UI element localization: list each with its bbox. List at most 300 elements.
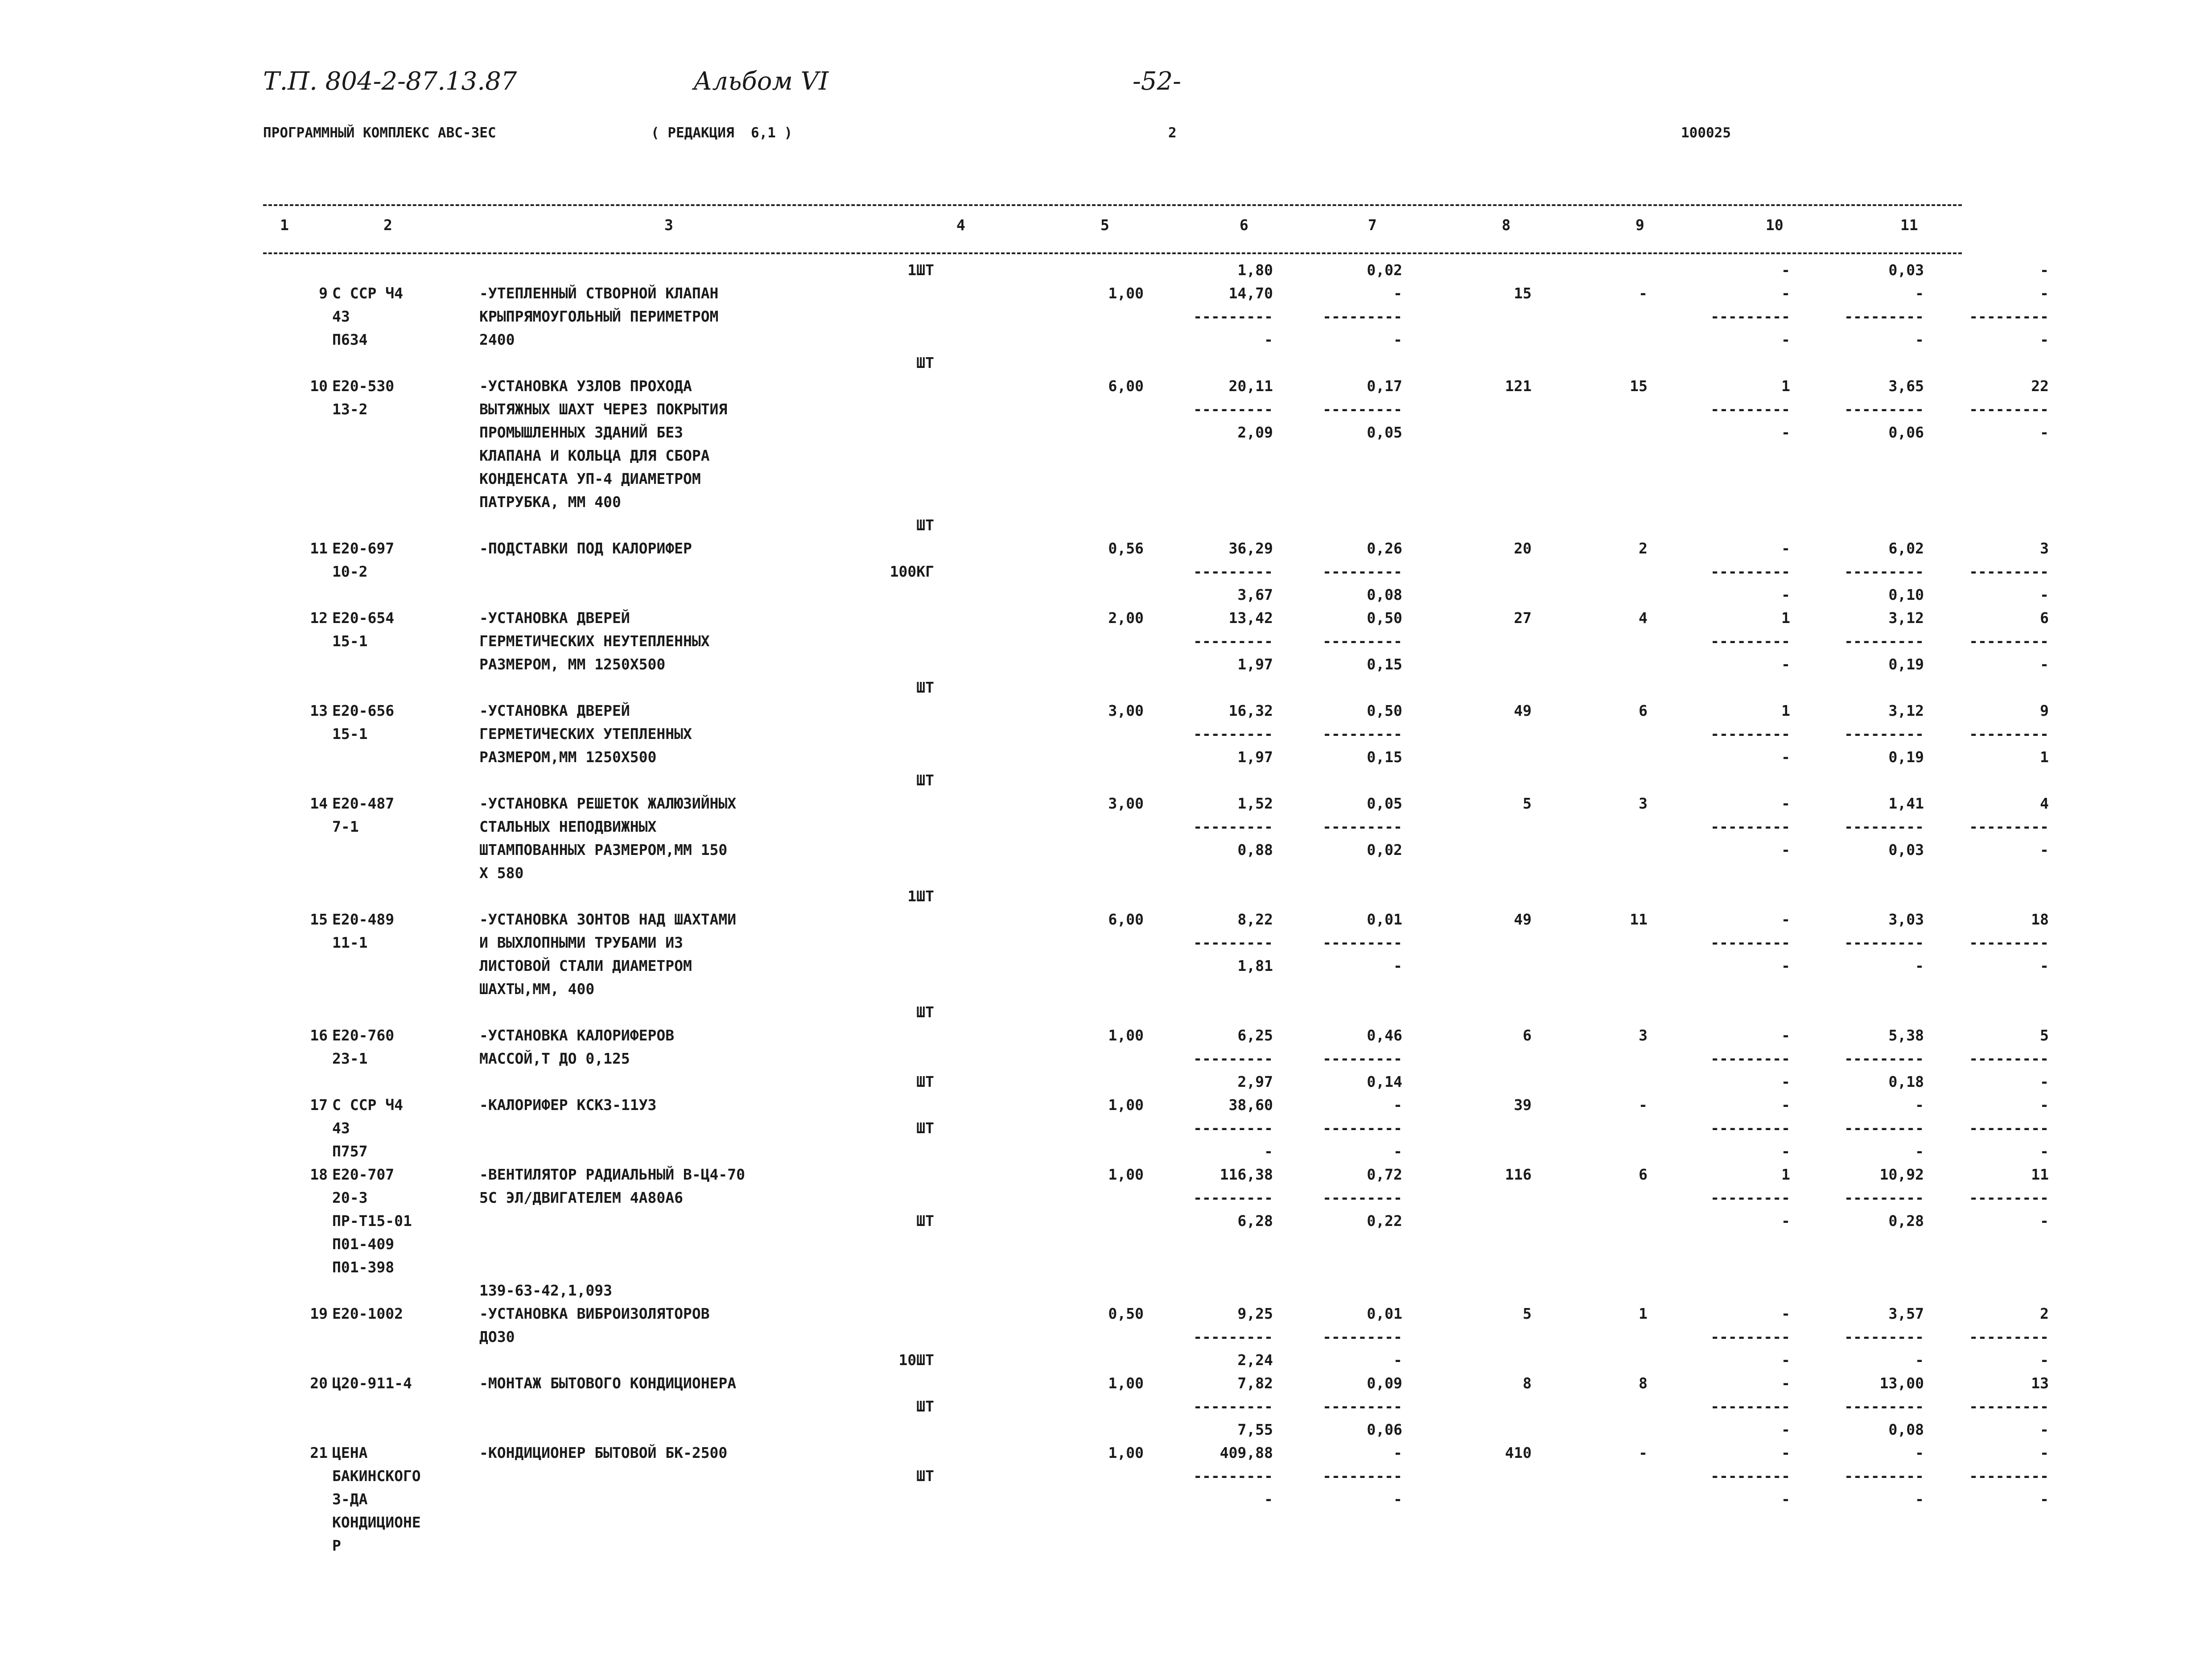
col11-cell <box>1924 282 2049 375</box>
col10-text: 1,41 --------- 0,03 <box>1844 795 1924 858</box>
col8-cell <box>1532 607 1648 699</box>
code-text: С ССР Ч4 43 П757 <box>332 1096 403 1160</box>
header-bottom-dashed-rule <box>263 252 1962 254</box>
col7-text: 410 <box>1505 1444 1532 1461</box>
col6-cell <box>1273 607 1402 699</box>
row-number-cell <box>263 537 332 607</box>
row-number-text: 21 <box>310 1444 328 1461</box>
col9-text: 1 --------- - <box>1710 377 1790 441</box>
column-header-8: 8 <box>1502 216 1511 234</box>
col9-text: - --------- - <box>1710 1444 1790 1508</box>
code-text: ЦЕНА БАКИНСКОГО З-ДА КОНДИЦИОНЕ Р <box>332 1444 421 1554</box>
description-cell <box>479 259 1014 282</box>
col6-cell <box>1273 1094 1402 1163</box>
col8-cell <box>1532 537 1648 607</box>
col6-cell <box>1273 1279 1402 1302</box>
code-cell <box>332 607 479 699</box>
description-text: -ПОДСТАВКИ ПОД КАЛОРИФЕР <box>479 540 692 557</box>
col5-cell <box>1144 699 1273 792</box>
header-code: 100025 <box>1681 125 1731 141</box>
table-row <box>263 1024 2049 1094</box>
col4-cell <box>1014 699 1144 792</box>
col9-cell <box>1648 1024 1790 1094</box>
description-cell <box>479 1372 1014 1441</box>
col11-text: - --------- - <box>1969 1444 2049 1508</box>
code-cell <box>332 375 479 537</box>
col8-cell <box>1532 699 1648 792</box>
col8-text: 6 <box>1639 1166 1648 1183</box>
table-row <box>263 537 2049 607</box>
table-row <box>263 375 2049 537</box>
col9-text: - --------- - <box>1710 1027 1790 1090</box>
table-row <box>263 1302 2049 1372</box>
col11-text: 11 --------- - <box>1969 1166 2049 1230</box>
col6-text: 0,50 --------- 0,15 <box>1322 702 1402 766</box>
description-text: -УСТАНОВКА УЗЛОВ ПРОХОДА ВЫТЯЖНЫХ ШАХТ ЧЕРЕЗ ПОКРЫТИЯ ПРОМЫШЛЕННЫХ ЗДАНИЙ БЕЗ КЛАПАНА И КОЛЬЦА ДЛЯ СБОРА КОНДЕНСАТА УП-4 ДИАМЕТРОМ ПАТРУБКА, ММ 400 <box>479 377 728 511</box>
col10-cell <box>1790 607 1924 699</box>
col4-text: 1,00 <box>1108 1374 1144 1392</box>
col5-cell <box>1144 1372 1273 1441</box>
col9-cell <box>1648 1094 1790 1163</box>
col10-text: 3,57 --------- - <box>1844 1305 1924 1369</box>
row-number-cell <box>263 607 332 699</box>
col8-text: 6 <box>1639 702 1648 719</box>
col4-text: 1,00 <box>1108 1027 1144 1044</box>
col7-text: 8 <box>1523 1374 1532 1392</box>
code-text: Ц20-911-4 <box>332 1374 412 1392</box>
row-number-text: 16 <box>310 1027 328 1044</box>
col7-cell <box>1402 375 1532 537</box>
col11-cell <box>1924 607 2049 699</box>
row-number-text: 15 <box>310 911 328 928</box>
col7-cell <box>1402 1302 1532 1372</box>
col7-cell <box>1402 1441 1532 1557</box>
col7-cell <box>1402 699 1532 792</box>
description-cell <box>479 1024 1014 1094</box>
row-number-cell <box>263 1302 332 1372</box>
row-number-text: 13 <box>310 702 328 719</box>
col11-text: 22 --------- - <box>1969 377 2049 441</box>
col5-text: 9,25 --------- 2,24 <box>1193 1305 1273 1369</box>
table-row <box>263 1372 2049 1441</box>
col10-cell <box>1790 1024 1924 1094</box>
col10-cell <box>1790 1302 1924 1372</box>
col10-text: - --------- - <box>1844 1096 1924 1160</box>
col7-cell <box>1402 1279 1532 1302</box>
col4-cell <box>1014 537 1144 607</box>
unit-text: 100КГ <box>890 563 934 580</box>
estimate-table <box>263 259 2049 1557</box>
code-cell <box>332 1372 479 1441</box>
col11-text: - --------- - <box>1969 285 2049 348</box>
col9-cell <box>1648 375 1790 537</box>
code-text: Е20-487 7-1 <box>332 795 395 835</box>
col5-text: 7,82 --------- 7,55 <box>1193 1374 1273 1438</box>
description-cell <box>479 1279 1014 1302</box>
description-text: -УСТАНОВКА ЗОНТОВ НАД ШАХТАМИ И ВЫХЛОПНЫМИ ТРУБАМИ ИЗ ЛИСТОВОЙ СТАЛИ ДИАМЕТРОМ ШАХТЫ,ММ, 400 <box>479 911 737 998</box>
col6-text: - --------- - <box>1322 285 1402 348</box>
unit-text: ШТ <box>916 516 934 534</box>
col5-cell <box>1144 375 1273 537</box>
col5-cell <box>1144 1024 1273 1094</box>
header-number: 2 <box>1168 125 1177 141</box>
table-row <box>263 699 2049 792</box>
col7-cell <box>1402 908 1532 1024</box>
col4-cell <box>1014 1024 1144 1094</box>
description-cell <box>479 1094 1014 1163</box>
handwritten-page-number: -52- <box>1133 67 1182 96</box>
row-number-cell <box>263 1372 332 1441</box>
col11-cell <box>1924 1441 2049 1557</box>
row-number-cell <box>263 792 332 908</box>
col6-text: 0,02 <box>1367 261 1402 279</box>
col8-text: 15 <box>1630 377 1648 395</box>
col10-cell <box>1790 259 1924 282</box>
col5-cell <box>1144 1094 1273 1163</box>
col11-cell <box>1924 537 2049 607</box>
code-text: Е20-760 23-1 <box>332 1027 395 1067</box>
col10-text: 0,03 <box>1888 261 1924 279</box>
description-text: -УСТАНОВКА ВИБРОИЗОЛЯТОРОВ ДО30 <box>479 1305 710 1345</box>
column-header-5: 5 <box>1100 216 1109 234</box>
description-cell <box>479 375 1014 537</box>
top-dashed-rule <box>263 204 1962 206</box>
row-number-text: 11 <box>310 540 328 557</box>
col7-text: 20 <box>1514 540 1532 557</box>
col5-text: 6,25 --------- 2,97 <box>1193 1027 1273 1090</box>
code-cell <box>332 1163 479 1279</box>
col9-cell <box>1648 259 1790 282</box>
col4-cell <box>1014 1094 1144 1163</box>
col6-cell <box>1273 282 1402 375</box>
col10-text: 5,38 --------- 0,18 <box>1844 1027 1924 1090</box>
col4-cell <box>1014 1163 1144 1279</box>
description-text: 139-63-42,1,093 <box>479 1282 613 1299</box>
col5-text: 8,22 --------- 1,81 <box>1193 911 1273 974</box>
col4-cell <box>1014 1441 1144 1557</box>
col9-text: - --------- - <box>1710 1374 1790 1438</box>
table-row <box>263 282 2049 375</box>
unit-text: ШТ <box>916 1073 934 1090</box>
unit-text: 10ШТ <box>898 1351 934 1369</box>
col11-cell <box>1924 1302 2049 1372</box>
unit-text: 1ШТ <box>907 261 934 279</box>
col4-text: 6,00 <box>1108 911 1144 928</box>
column-header-7: 7 <box>1368 216 1377 234</box>
col6-cell <box>1273 1441 1402 1557</box>
row-number-cell <box>263 1441 332 1557</box>
col7-text: 49 <box>1514 911 1532 928</box>
col7-text: 116 <box>1505 1166 1532 1183</box>
col10-cell <box>1790 282 1924 375</box>
row-number-text: 18 <box>310 1166 328 1183</box>
col9-text: - --------- - <box>1710 285 1790 348</box>
col5-cell <box>1144 1441 1273 1557</box>
col9-cell <box>1648 537 1790 607</box>
col4-text: 1,00 <box>1108 1166 1144 1183</box>
column-header-11: 11 <box>1900 216 1918 234</box>
col10-text: 10,92 --------- 0,28 <box>1844 1166 1924 1230</box>
col8-cell <box>1532 1441 1648 1557</box>
col6-text: 0,50 --------- 0,15 <box>1322 609 1402 673</box>
code-text: Е20-707 20-3 ПР-Т15-01 П01-409 П01-398 <box>332 1166 412 1276</box>
col11-cell <box>1924 1279 2049 1302</box>
table-row <box>263 1094 2049 1163</box>
col4-cell <box>1014 259 1144 282</box>
column-header-3: 3 <box>664 216 673 234</box>
col5-text: 20,11 --------- 2,09 <box>1193 377 1273 441</box>
col5-cell <box>1144 537 1273 607</box>
col11-cell <box>1924 1024 2049 1094</box>
unit-text: ШТ <box>916 772 934 789</box>
col8-text: 11 <box>1630 911 1648 928</box>
col7-cell <box>1402 537 1532 607</box>
col8-cell <box>1532 259 1648 282</box>
column-header-9: 9 <box>1635 216 1644 234</box>
col6-cell <box>1273 1024 1402 1094</box>
col10-cell <box>1790 699 1924 792</box>
col10-cell <box>1790 1094 1924 1163</box>
col6-text: 0,46 --------- 0,14 <box>1322 1027 1402 1090</box>
unit-text: ШТ <box>916 1212 934 1230</box>
col10-text: - --------- - <box>1844 1444 1924 1508</box>
table-row <box>263 1441 2049 1557</box>
col4-text: 1,00 <box>1108 1444 1144 1461</box>
col6-text: 0,17 --------- 0,05 <box>1322 377 1402 441</box>
description-text: -КАЛОРИФЕР КСКЗ-11УЗ <box>479 1096 657 1114</box>
description-text: -УСТАНОВКА ДВЕРЕЙ ГЕРМЕТИЧЕСКИХ НЕУТЕПЛЕННЫХ РАЗМЕРОМ, ММ 1250Х500 <box>479 609 710 673</box>
col9-cell <box>1648 1441 1790 1557</box>
unit-text: ШТ <box>916 1467 934 1485</box>
code-text: Е20-697 10-2 <box>332 540 395 580</box>
table-row <box>263 792 2049 908</box>
col6-text: 0,26 --------- 0,08 <box>1322 540 1402 603</box>
col9-text: - --------- - <box>1710 795 1790 858</box>
row-number-text: 14 <box>310 795 328 812</box>
col9-text: - --------- - <box>1710 540 1790 603</box>
col5-text: 116,38 --------- 6,28 <box>1193 1166 1273 1230</box>
col7-cell <box>1402 607 1532 699</box>
col8-text: 8 <box>1639 1374 1648 1392</box>
col7-text: 15 <box>1514 285 1532 302</box>
col8-cell <box>1532 1094 1648 1163</box>
col9-text: 1 --------- - <box>1710 1166 1790 1230</box>
row-number-text: 17 <box>310 1096 328 1114</box>
col11-cell <box>1924 259 2049 282</box>
column-header-10: 10 <box>1766 216 1784 234</box>
col10-text: 3,12 --------- 0,19 <box>1844 609 1924 673</box>
col7-text: 6 <box>1523 1027 1532 1044</box>
description-text: -УТЕПЛЕННЫЙ СТВОРНОЙ КЛАПАН КРЫПРЯМОУГОЛЬНЫЙ ПЕРИМЕТРОМ 2400 <box>479 285 719 348</box>
col10-cell <box>1790 1163 1924 1279</box>
col5-cell <box>1144 282 1273 375</box>
col5-cell <box>1144 607 1273 699</box>
unit-text: ШТ <box>916 1003 934 1021</box>
col10-text: 3,03 --------- - <box>1844 911 1924 974</box>
col6-text: 0,01 --------- - <box>1322 1305 1402 1369</box>
code-cell <box>332 537 479 607</box>
col10-text: 6,02 --------- 0,10 <box>1844 540 1924 603</box>
col10-text: 3,65 --------- 0,06 <box>1844 377 1924 441</box>
col6-cell <box>1273 908 1402 1024</box>
description-cell <box>479 1441 1014 1557</box>
column-header-1: 1 <box>280 216 289 234</box>
col11-text: 6 --------- - <box>1969 609 2049 673</box>
col4-text: 0,50 <box>1108 1305 1144 1322</box>
description-cell <box>479 537 1014 607</box>
col8-cell <box>1532 282 1648 375</box>
code-text: Е20-530 13-2 <box>332 377 395 418</box>
unit-text: ШТ <box>916 1398 934 1415</box>
handwritten-album-label: Альбом VI <box>693 67 829 96</box>
row-number-text: 12 <box>310 609 328 627</box>
code-cell <box>332 699 479 792</box>
table-row <box>263 1279 2049 1302</box>
col5-cell <box>1144 1302 1273 1372</box>
col11-text: - <box>2040 261 2049 279</box>
col6-cell <box>1273 699 1402 792</box>
col5-text: 16,32 --------- 1,97 <box>1193 702 1273 766</box>
col8-text: - <box>1639 1096 1648 1114</box>
column-header-2: 2 <box>383 216 392 234</box>
unit-text: ШТ <box>916 1119 934 1137</box>
col7-text: 5 <box>1523 1305 1532 1322</box>
col9-text: - --------- - <box>1710 911 1790 974</box>
table-row <box>263 259 2049 282</box>
col11-text: 9 --------- 1 <box>1969 702 2049 766</box>
code-text: Е20-656 15-1 <box>332 702 395 743</box>
col9-text: 1 --------- - <box>1710 609 1790 673</box>
col4-cell <box>1014 1279 1144 1302</box>
row-number-cell <box>263 908 332 1024</box>
description-cell <box>479 699 1014 792</box>
handwritten-document-number: Т.П. 804-2-87.13.87 <box>263 67 517 96</box>
row-number-text: 10 <box>310 377 328 395</box>
description-text: -КОНДИЦИОНЕР БЫТОВОЙ БК-2500 <box>479 1444 728 1461</box>
description-cell <box>479 908 1014 1024</box>
col11-cell <box>1924 375 2049 537</box>
col10-cell <box>1790 1441 1924 1557</box>
col11-cell <box>1924 908 2049 1024</box>
col4-cell <box>1014 375 1144 537</box>
col4-text: 1,00 <box>1108 1096 1144 1114</box>
col5-cell <box>1144 908 1273 1024</box>
col9-cell <box>1648 908 1790 1024</box>
unit-text: ШТ <box>916 679 934 696</box>
col11-text: - --------- - <box>1969 1096 2049 1160</box>
col4-cell <box>1014 1302 1144 1372</box>
col8-cell <box>1532 1279 1648 1302</box>
col7-cell <box>1402 1024 1532 1094</box>
col6-cell <box>1273 1163 1402 1279</box>
col9-cell <box>1648 1163 1790 1279</box>
col8-cell <box>1532 1024 1648 1094</box>
col6-cell <box>1273 375 1402 537</box>
col6-cell <box>1273 1302 1402 1372</box>
code-text: Е20-654 15-1 <box>332 609 395 650</box>
col11-text: 18 --------- - <box>1969 911 2049 974</box>
col7-text: 121 <box>1505 377 1532 395</box>
code-cell <box>332 282 479 375</box>
col5-cell <box>1144 1163 1273 1279</box>
col7-text: 39 <box>1514 1096 1532 1114</box>
row-number-cell <box>263 282 332 375</box>
unit-text: 1ШТ <box>907 887 934 905</box>
col6-cell <box>1273 537 1402 607</box>
col8-text: 3 <box>1639 1027 1648 1044</box>
row-number-text: 19 <box>310 1305 328 1322</box>
col5-cell <box>1144 792 1273 908</box>
revision-label: ( РЕДАКЦИЯ 6,1 ) <box>651 125 793 141</box>
row-number-cell <box>263 1163 332 1279</box>
description-cell <box>479 792 1014 908</box>
col9-cell <box>1648 282 1790 375</box>
col11-cell <box>1924 1163 2049 1279</box>
col4-cell <box>1014 908 1144 1024</box>
col9-cell <box>1648 792 1790 908</box>
code-text: С ССР Ч4 43 П634 <box>332 285 403 348</box>
col7-cell <box>1402 282 1532 375</box>
col11-cell <box>1924 1094 2049 1163</box>
col7-cell <box>1402 1094 1532 1163</box>
col10-cell <box>1790 537 1924 607</box>
col5-text: 13,42 --------- 1,97 <box>1193 609 1273 673</box>
description-text: -УСТАНОВКА ДВЕРЕЙ ГЕРМЕТИЧЕСКИХ УТЕПЛЕННЫХ РАЗМЕРОМ,ММ 1250Х500 <box>479 702 692 766</box>
col8-text: 1 <box>1639 1305 1648 1322</box>
col7-text: 5 <box>1523 795 1532 812</box>
col6-text: 0,01 --------- - <box>1322 911 1402 974</box>
row-number-cell <box>263 699 332 792</box>
col9-text: - <box>1781 261 1790 279</box>
col6-text: - --------- - <box>1322 1096 1402 1160</box>
col11-cell <box>1924 792 2049 908</box>
code-cell <box>332 1024 479 1094</box>
col4-text: 1,00 <box>1108 285 1144 302</box>
col7-cell <box>1402 259 1532 282</box>
col8-cell <box>1532 1163 1648 1279</box>
col5-cell <box>1144 1279 1273 1302</box>
code-cell <box>332 1094 479 1163</box>
col11-text: 2 --------- - <box>1969 1305 2049 1369</box>
col9-cell <box>1648 1302 1790 1372</box>
col8-cell <box>1532 908 1648 1024</box>
col5-text: 409,88 --------- - <box>1193 1444 1273 1508</box>
description-cell <box>479 1302 1014 1372</box>
col8-cell <box>1532 792 1648 908</box>
col5-text: 14,70 --------- - <box>1193 285 1273 348</box>
table-row <box>263 908 2049 1024</box>
col4-cell <box>1014 1372 1144 1441</box>
col11-cell <box>1924 1372 2049 1441</box>
col9-cell <box>1648 1279 1790 1302</box>
col11-text: 3 --------- - <box>1969 540 2049 603</box>
col8-cell <box>1532 1302 1648 1372</box>
col9-cell <box>1648 607 1790 699</box>
col6-text: 0,09 --------- 0,06 <box>1322 1374 1402 1438</box>
table-row <box>263 1163 2049 1279</box>
unit-text: ШТ <box>916 354 934 371</box>
col7-text: 27 <box>1514 609 1532 627</box>
description-cell <box>479 1163 1014 1279</box>
code-cell <box>332 908 479 1024</box>
row-number-text: 9 <box>319 285 328 302</box>
col6-text: 0,72 --------- 0,22 <box>1322 1166 1402 1230</box>
col7-text: 49 <box>1514 702 1532 719</box>
col9-text: 1 --------- - <box>1710 702 1790 766</box>
col6-cell <box>1273 259 1402 282</box>
col9-text: - --------- - <box>1710 1305 1790 1369</box>
col6-cell <box>1273 792 1402 908</box>
